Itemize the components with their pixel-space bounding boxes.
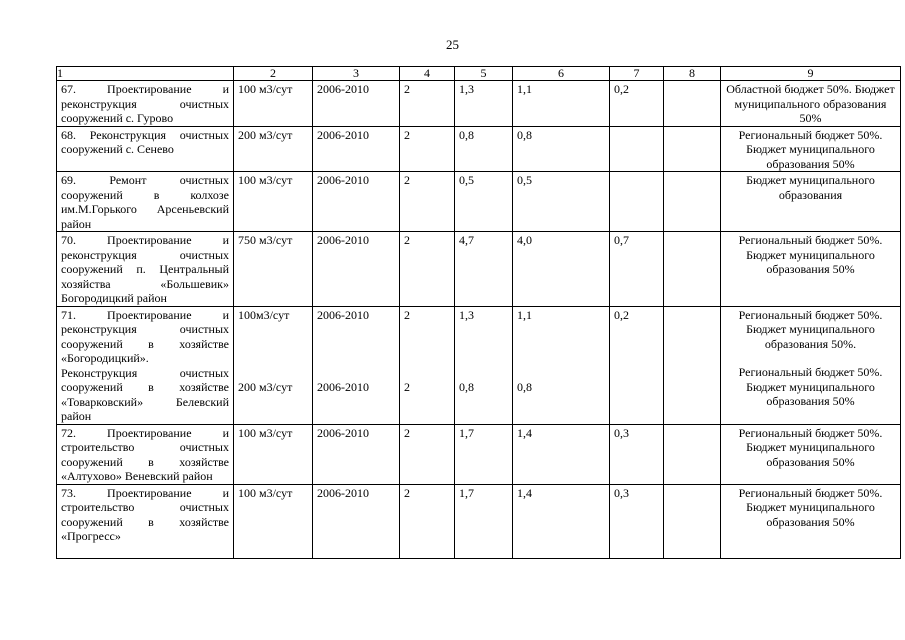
funding-source-b: Региональный бюджет 50%. Бюджет муниципального образования 50% [738,365,883,408]
capacity-a: 100м3/сут [238,307,290,322]
col5-value: 0,8 [455,126,513,172]
col5-value: 4,7 [455,232,513,307]
funding-source: Областной бюджет 50%. Бюджет муниципального образования 50% [721,81,901,127]
page-number: 25 [446,37,459,52]
capacity: 100 м3/сут [234,172,313,232]
col6-value: 4,0 [513,232,610,307]
funding-source-a: Региональный бюджет 50%. Бюджет муниципального образования 50%. [738,307,883,351]
funding-source [721,306,901,424]
funding-source: Региональный бюджет 50%. Бюджет муниципального образования 50% [721,232,901,307]
col6-value: 1,4 [513,424,610,484]
col4-value [400,306,455,424]
col7-value: 0,3 [610,484,664,558]
col-header-3: 3 [313,67,400,81]
period: 2006-2010 [313,81,400,127]
col6-value: 0,5 [513,172,610,232]
col8-value [664,81,721,127]
table-row [57,424,901,484]
project-name: 67. Проектирование и реконструкция очистных сооружений с. Гурово [57,81,234,127]
col5-value: 1,3 [455,81,513,127]
col4-value: 2 [400,126,455,172]
project-name: 70. Проектирование и реконструкция очистных сооружений п. Центральный хозяйства «Большевик» Богородицкий район [57,232,234,307]
table-row [57,126,901,172]
period: 2006-2010 [313,424,400,484]
col6-value: 1,4 [513,484,610,558]
col8-value [664,484,721,558]
col7-value [610,172,664,232]
col5-value-b: 0,8 [459,380,474,394]
project-name: 72. Проектирование и строительство очистных сооружений в хозяйстве «Алтухово» Веневский район [57,424,234,484]
col8-value [664,306,721,424]
col6-value: 0,8 [513,126,610,172]
project-name-part-a: 71. Проектирование и реконструкция очистных сооружений в хозяйстве «Богородицкий». [61,307,229,365]
col6-value: 1,1 [513,81,610,127]
program-table [56,66,901,559]
project-name-part-b: Реконструкция очистных сооружений в хозяйстве «Товарковский» Белевский район [61,365,229,423]
col-header-7: 7 [610,67,664,81]
col7-value: 0,2 [610,81,664,127]
project-name: 69. Ремонт очистных сооружений в колхозе им.М.Горького Арсеньевский район [57,172,234,232]
col4-value: 2 [400,424,455,484]
col4-value: 2 [400,172,455,232]
col5-value: 0,5 [455,172,513,232]
capacity: 100 м3/сут [234,81,313,127]
capacity [234,306,313,424]
col4-value: 2 [400,232,455,307]
period-a: 2006-2010 [317,307,369,322]
project-name: 73. Проектирование и строительство очистных сооружений в хозяйстве «Прогресс» [57,484,234,558]
col7-value [610,306,664,424]
col8-value [664,126,721,172]
col5-value: 1,7 [455,424,513,484]
col6-value-a: 1,1 [517,307,532,322]
period: 2006-2010 [313,232,400,307]
col8-value [664,424,721,484]
col8-value [664,172,721,232]
col-header-1: 1 [57,67,234,81]
col5-value: 1,7 [455,484,513,558]
period [313,306,400,424]
col7-value-a: 0,2 [614,307,629,322]
col4-value: 2 [400,484,455,558]
col5-value-a: 1,3 [459,307,474,322]
funding-source: Региональный бюджет 50%. Бюджет муниципального образования 50% [721,424,901,484]
table-row [57,172,901,232]
header-row [57,67,901,81]
funding-source: Региональный бюджет 50%. Бюджет муниципального образования 50% [721,484,901,558]
col7-value: 0,3 [610,424,664,484]
funding-source: Бюджет муниципального образования [721,172,901,232]
period: 2006-2010 [313,126,400,172]
col8-value [664,232,721,307]
col-header-8: 8 [664,67,721,81]
col4-value: 2 [400,81,455,127]
capacity: 200 м3/сут [234,126,313,172]
table-row [57,306,901,424]
col-header-5: 5 [455,67,513,81]
col-header-9: 9 [721,67,901,81]
capacity: 750 м3/сут [234,232,313,307]
capacity: 100 м3/сут [234,484,313,558]
col7-value [610,126,664,172]
period: 2006-2010 [313,172,400,232]
table-row [57,81,901,127]
project-name: 68. Реконструкция очистных сооружений с. Сенево [57,126,234,172]
table-row [57,232,901,307]
col-header-2: 2 [234,67,313,81]
col6-value [513,306,610,424]
col-header-6: 6 [513,67,610,81]
project-name [57,306,234,424]
capacity-b: 200 м3/сут [238,380,293,394]
funding-source: Региональный бюджет 50%. Бюджет муниципального образования 50% [721,126,901,172]
col6-value-b: 0,8 [517,380,532,394]
col4-value-b: 2 [404,380,410,394]
col4-value-a: 2 [404,307,410,322]
capacity: 100 м3/сут [234,424,313,484]
col7-value: 0,7 [610,232,664,307]
col-header-4: 4 [400,67,455,81]
period: 2006-2010 [313,484,400,558]
period-b: 2006-2010 [317,380,369,394]
table-row [57,484,901,558]
col5-value [455,306,513,424]
